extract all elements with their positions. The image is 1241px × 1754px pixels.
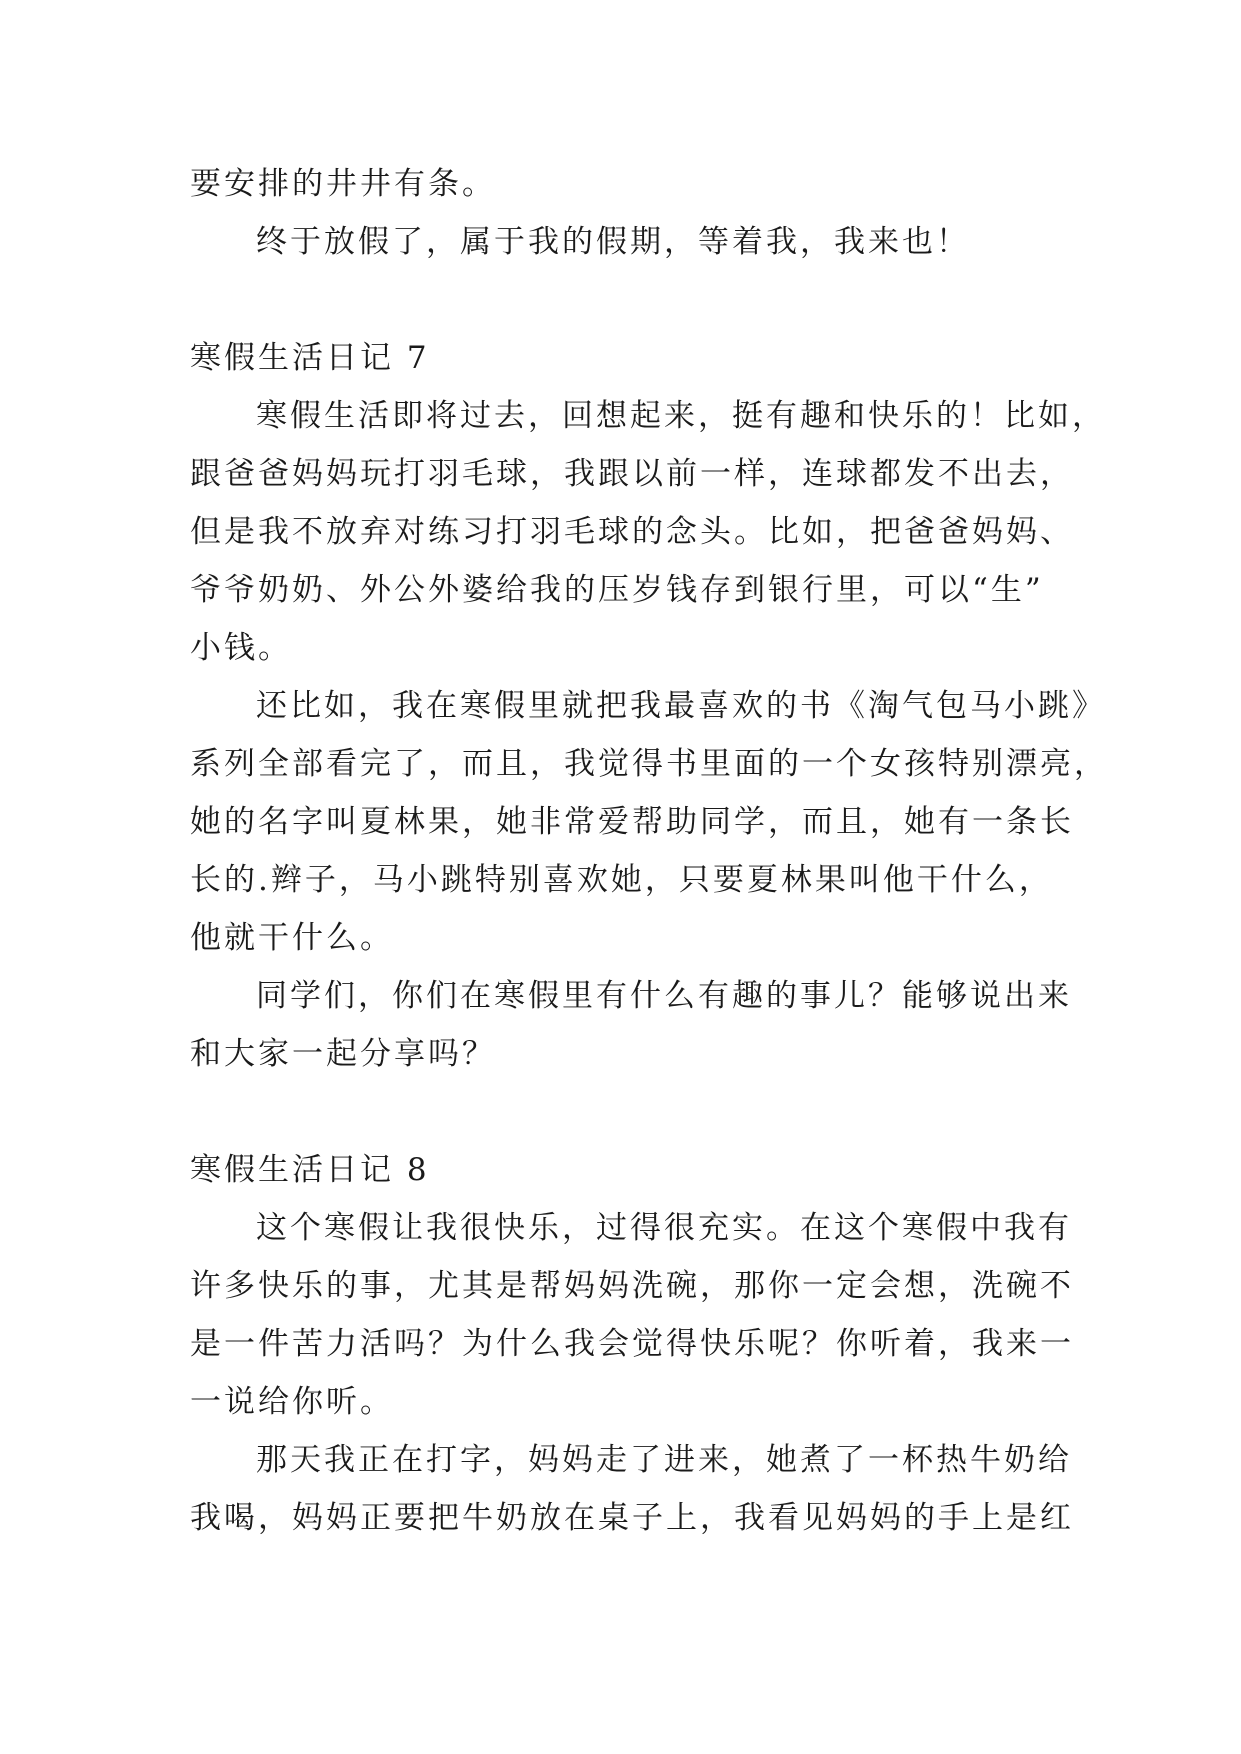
text-line: 但是我不放弃对练习打羽毛球的念头。比如，把爸爸妈妈、 bbox=[190, 514, 1074, 550]
paragraph bbox=[190, 155, 1070, 271]
text-line: 跟爸爸妈妈玩打羽毛球，我跟以前一样，连球都发不出去， bbox=[190, 456, 1074, 492]
text-line: 终于放假了，属于我的假期，等着我，我来也！ bbox=[256, 224, 970, 260]
text-line: 寒假生活即将过去，回想起来，挺有趣和快乐的！比如， bbox=[256, 398, 1106, 434]
text-line: 长的.辫子，马小跳特别喜欢她，只要夏林果叫他干什么， bbox=[190, 862, 1053, 898]
text-line: 他就干什么。 bbox=[190, 920, 394, 956]
section-title: 寒假生活日记 7 bbox=[190, 340, 430, 376]
text-line: 我喝，妈妈正要把牛奶放在桌子上，我看见妈妈的手上是红 bbox=[190, 1500, 1074, 1536]
text-line: 一说给你听。 bbox=[190, 1384, 394, 1420]
paragraph bbox=[190, 967, 1070, 1083]
text-line: 是一件苦力活吗？为什么我会觉得快乐呢？你听着，我来一 bbox=[190, 1326, 1074, 1362]
text-line: 和大家一起分享吗？ bbox=[190, 1036, 496, 1072]
text-line: 许多快乐的事，尤其是帮妈妈洗碗，那你一定会想，洗碗不 bbox=[190, 1268, 1074, 1304]
document-page bbox=[190, 155, 1108, 1547]
text-line: 她的名字叫夏林果，她非常爱帮助同学，而且，她有一条长 bbox=[190, 804, 1074, 840]
text-line: 要安排的井井有条。 bbox=[190, 166, 496, 202]
text-line: 这个寒假让我很快乐，过得很充实。在这个寒假中我有 bbox=[256, 1210, 1072, 1246]
paragraph bbox=[190, 387, 1106, 677]
text-line: 爷爷奶奶、外公外婆给我的压岁钱存到银行里，可以“生” bbox=[190, 572, 1044, 608]
spacer bbox=[190, 271, 1070, 329]
text-line: 同学们，你们在寒假里有什么有趣的事儿？能够说出来 bbox=[256, 978, 1072, 1014]
text-line: 小钱。 bbox=[190, 630, 292, 666]
spacer bbox=[190, 1083, 1070, 1141]
paragraph bbox=[190, 1199, 1074, 1431]
paragraph bbox=[190, 1431, 1074, 1547]
paragraph bbox=[190, 677, 1108, 967]
section-title: 寒假生活日记 8 bbox=[190, 1152, 430, 1188]
text-line: 系列全部看完了，而且，我觉得书里面的一个女孩特别漂亮， bbox=[190, 746, 1108, 782]
text-line: 还比如，我在寒假里就把我最喜欢的书《淘气包马小跳》 bbox=[256, 688, 1106, 724]
text-line: 那天我正在打字，妈妈走了进来，她煮了一杯热牛奶给 bbox=[256, 1442, 1072, 1478]
